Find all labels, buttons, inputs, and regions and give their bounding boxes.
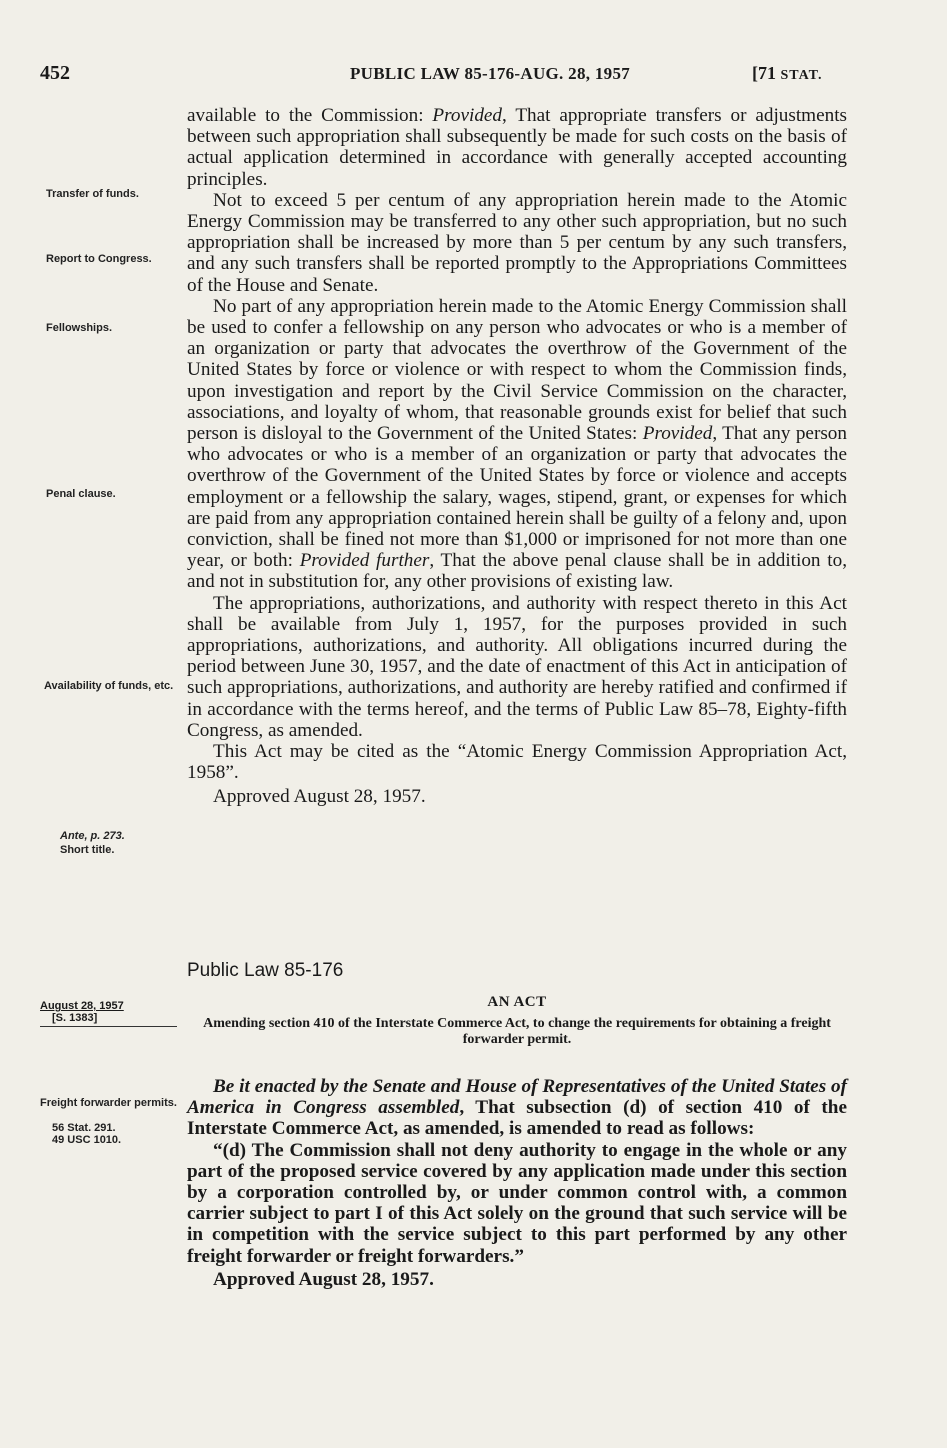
second-law-text bbox=[187, 1076, 847, 1290]
margin-note-stat: 56 Stat. 291. bbox=[52, 1122, 116, 1134]
margin-note-usc: 49 USC 1010. bbox=[52, 1134, 122, 1146]
paragraph-transfer-of-funds: Not to exceed 5 per centum of any appropriation herein made to the Atomic Energy Commission may be transferred to any other such appropriation, but no such appropriation shall be increased by more than 5 per centum by any such transfers, and any such transfers shall be reported promptly to the Appropriations Committees of the House and Senate. bbox=[187, 189, 847, 296]
paragraph-cost-adjustments: available to the Commission: Provided, That appropriate transfers or adjustments between such appropriation shall subsequently be made for such costs on the basis of actual application determined in accordance with generally accepted accounting principles. bbox=[187, 105, 848, 190]
act-purpose: Amending section 410 of the Interstate Commerce Act, to change the requirements for obtaining a freight forwarder permit. bbox=[203, 1016, 831, 1047]
margin-note-ante: Ante, p. 273. bbox=[60, 830, 125, 842]
margin-note-short-title: Short title. bbox=[60, 844, 115, 856]
enactment-date: August 28, 1957 bbox=[40, 1000, 124, 1012]
volume-reference bbox=[752, 63, 822, 84]
approved-date-2: Approved August 28, 1957. bbox=[213, 1268, 434, 1290]
public-law-title: Public Law 85-176 bbox=[187, 960, 344, 981]
subsection-d: “(d) The Commission shall not deny authority to engage in the whole or any part of the proposed service covered by any application made under this section by a corporation controlled by, or under common control with, a common carrier subject to part I of this Act solely on the ground that such service will be in competition with the service subject to this part performed by any other freight forwarder or freight forwarders.” bbox=[187, 1139, 847, 1267]
margin-note-fellowships: Fellowships. bbox=[46, 322, 113, 334]
main-text bbox=[187, 105, 847, 807]
margin-note-availability: Availability of funds, etc. bbox=[44, 680, 174, 692]
volume-ref-stat: STAT. bbox=[780, 68, 823, 83]
margin-note-penal: Penal clause. bbox=[46, 488, 116, 500]
margin-note-transfer: Transfer of funds. bbox=[46, 188, 139, 200]
paragraph-short-title: This Act may be cited as the “Atomic Energy Commission Appropriation Act, 1958”. bbox=[187, 741, 847, 784]
bill-number: [S. 1383] bbox=[52, 1012, 98, 1024]
volume-ref-bracket: [71 bbox=[752, 63, 781, 83]
paragraph-availability: The appropriations, authorizations, and authority with respect thereto in this Act shall be available from July 1, 1957, for the purposes provided in such appropriations, authorizations, and authority. All obligations incurred during the period between June 30, 1957, and the date of enactment of this Act in anticipation of such appropriations, authorizations, and authority are hereby ratified and confirmed if in accordance with the terms hereof, and the terms of Public Law 85–78, Eighty-fifth Congress, as amended. bbox=[187, 592, 847, 741]
enactment-date-block bbox=[40, 1000, 177, 1027]
margin-note-report: Report to Congress. bbox=[46, 253, 152, 265]
margin-note-freight-forwarder: Freight forwarder permits. bbox=[40, 1097, 177, 1109]
enacting-clause: Be it enacted by the Senate and House of Representatives of the United States of America in Congress assembled, That subsection (d) of section 410 of the Interstate Commerce Act, as amended, is amended to read as follows: bbox=[187, 1076, 847, 1140]
page-number: 452 bbox=[40, 62, 70, 84]
an-act-heading: AN ACT bbox=[487, 994, 547, 1010]
paragraph-fellowships: No part of any appropriation herein made to the Atomic Energy Commission shall be used to confer a fellowship on any person who advocates or who is a member of an organization or party that advocates the overthrow of the Government of the United States by force or violence or with respect to whom the Commission finds, upon investigation and report by the Civil Service Commission on the character, associations, and loyalty of whom, that reasonable grounds exist for belief that such person is disloyal to the Government of the United States: Provided, That any person who advocates or who is a member of an organization or party that advocates the overthrow of the Government of the United States by force or violence and accepts employment or a fellowship the salary, wages, stipend, grant, or expenses for which are paid from any appropriation contained herein shall be guilty of a felony and, upon conviction, shall be fined not more than $1,000 or imprisoned for not more than one year, or both: Provided further, That the above penal clause shall be in addition to, and not in substitution for, any other provisions of existing law. bbox=[187, 295, 847, 593]
page-header bbox=[0, 58, 947, 88]
approved-date-1: Approved August 28, 1957. bbox=[213, 785, 426, 807]
running-title: PUBLIC LAW 85-176-AUG. 28, 1957 bbox=[350, 64, 631, 83]
